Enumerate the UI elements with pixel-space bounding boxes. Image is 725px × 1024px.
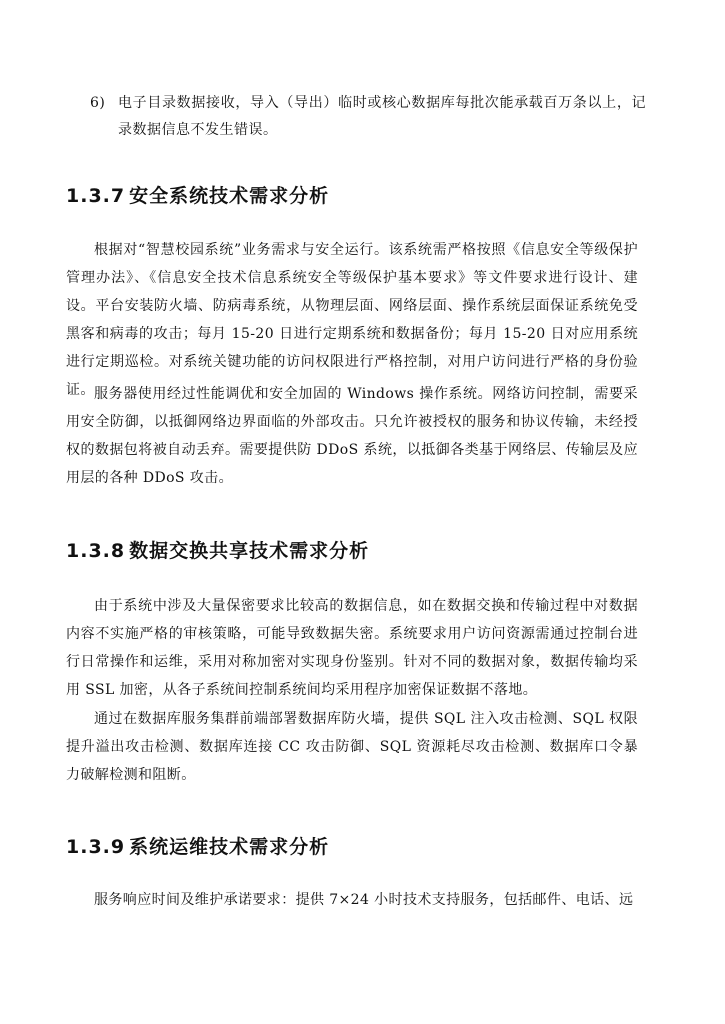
paragraph: 根据对“智慧校园系统”业务需求与安全运行。该系统需严格按照《信息安全等级保护管理办法》、《信息安全技术信息系统安全等级保护基本要求》等文件要求进行设计、建设。平台安装防火墙、防病毒系统，从物理层面、网络层面、操作系统层面保证系统免受黑客和病毒的攻击；每月 15-20 日进行定期系统和数据备份；每月 15-20 日对应用系统进行定期巡检。对系统关键功能的访问权限进行严格控制，对用户访问进行严格的身份验证。 [66,242,638,398]
list-item-text: 电子目录数据接收，导入（导出）临时或核心数据库每批次能承载百万条以上，记录数据信息不发生错误。 [118,95,646,138]
list-item-number: 6) [90,95,106,111]
section-title: 数据交换共享技术需求分析 [129,540,370,562]
section-number: 1.3.8 [66,540,126,562]
section-number: 1.3.7 [66,185,126,207]
section-title: 系统运维技术需求分析 [129,836,330,858]
section-heading-1-3-7 [66,181,329,208]
section-title: 安全系统技术需求分析 [129,185,330,207]
section-number: 1.3.9 [66,836,126,858]
paragraph: 通过在数据库服务集群前端部署数据库防火墙，提供 SQL 注入攻击检测、SQL 权限提升溢出攻击检测、数据库连接 CC 攻击防御、SQL 资源耗尽攻击检测、数据库口令暴力破解检测和阻断。 [66,711,638,783]
list-item [90,90,646,144]
paragraph: 服务器使用经过性能调优和安全加固的 Windows 操作系统。网络访问控制，需要采用安全防御，以抵御网络边界面临的外部攻击。只允许被授权的服务和协议传输，未经授权的数据包将被自动丢弃。需要提供防 DDoS 系统，以抵御各类基于网络层、传输层及应用层的各种 DDoS 攻击。 [66,386,638,486]
paragraph: 由于系统中涉及大量保密要求比较高的数据信息，如在数据交换和传输过程中对数据内容不实施严格的审核策略，可能导致数据失密。系统要求用户访问资源需通过控制台进行日常操作和运维，采用对称加密对实现身份鉴别。针对不同的数据对象，数据传输均采用 SSL 加密，从各子系统间控制系统间均采用程序加密保证数据不落地。 [66,598,638,698]
section-heading-1-3-9 [66,832,329,859]
section-heading-1-3-8 [66,536,369,563]
paragraph: 服务响应时间及维护承诺要求：提供 7×24 小时技术支持服务，包括邮件、电话、远 [94,892,634,908]
